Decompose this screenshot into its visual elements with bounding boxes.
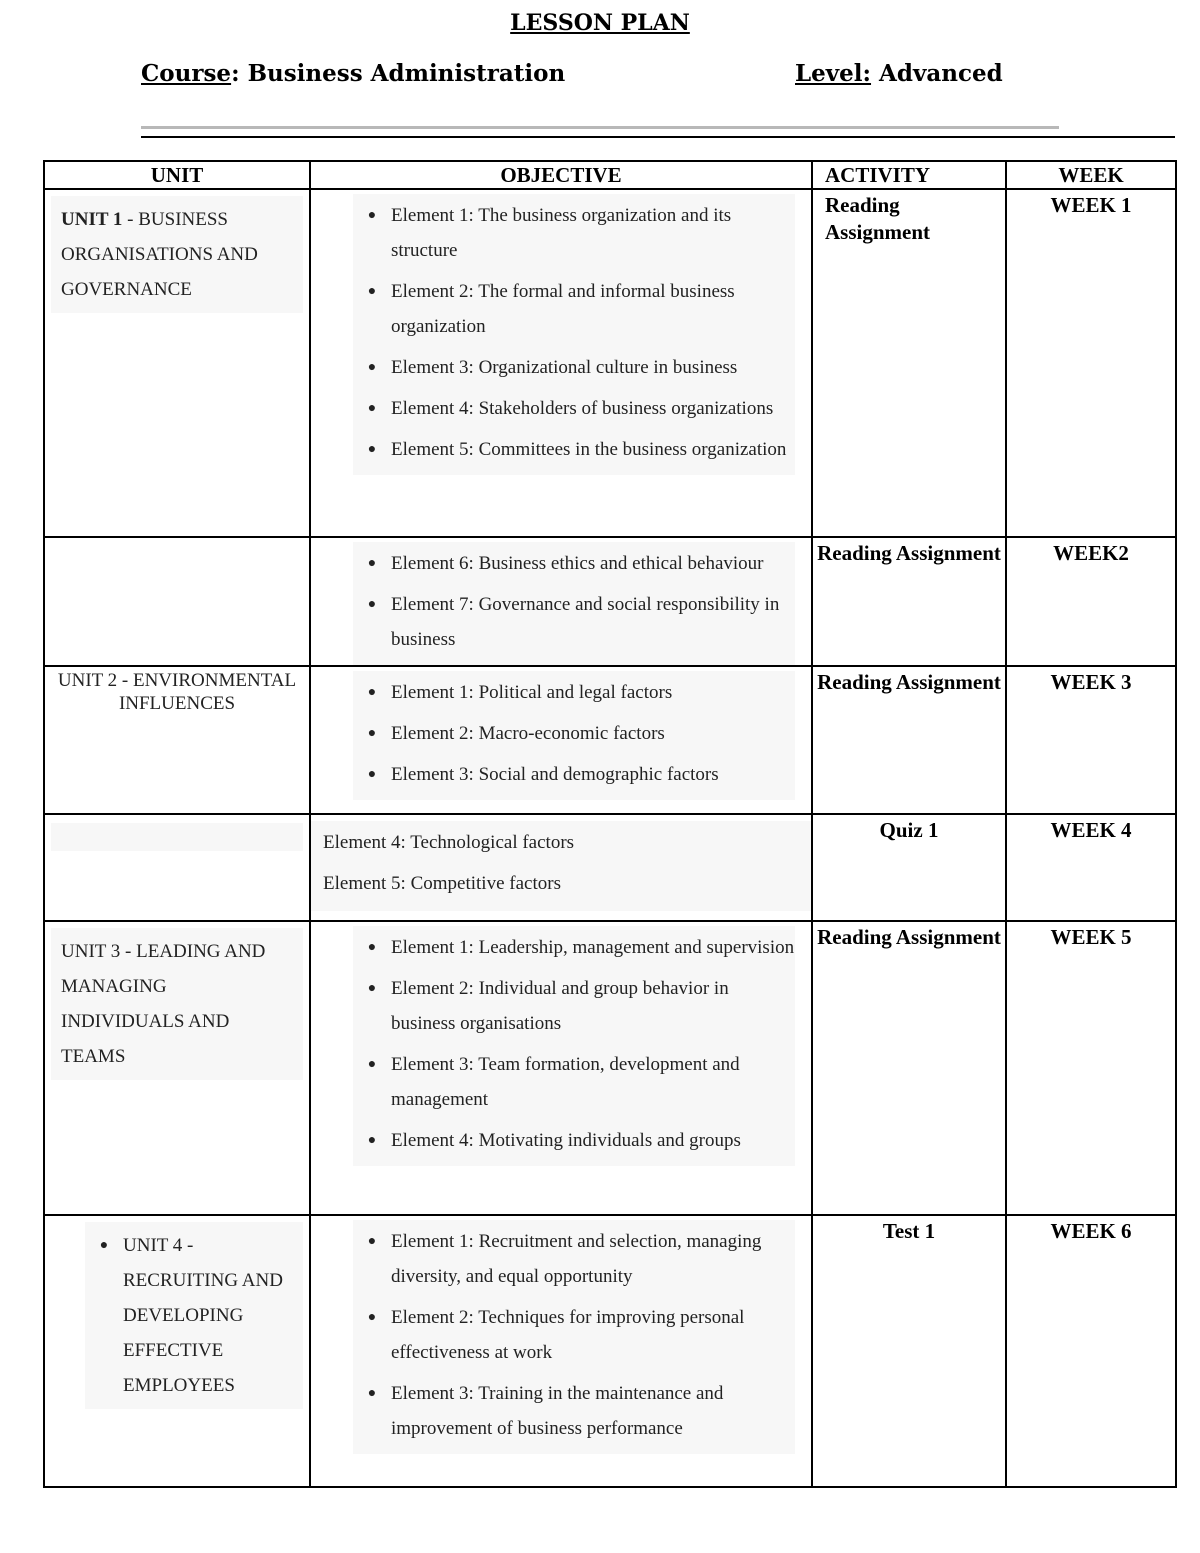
list-item: ● Element 2: Macro-economic factors bbox=[367, 723, 665, 744]
list-item: ● Element 7: Governance and social responsibility in business bbox=[367, 594, 780, 650]
table-row bbox=[44, 666, 1176, 814]
unit-title bbox=[85, 1222, 303, 1409]
unit-cell bbox=[44, 189, 310, 537]
page-title: LESSON PLAN bbox=[510, 10, 690, 36]
list-item: Element 4: Technological factors bbox=[323, 832, 575, 853]
list-item: ● Element 3: Training in the maintenance and improvement of business performance bbox=[367, 1383, 724, 1439]
week-cell: WEEK 1 bbox=[1006, 189, 1176, 537]
list-item: ● Element 1: Political and legal factors bbox=[367, 682, 673, 703]
list-item: ● Element 1: Recruitment and selection, managing diversity, and equal opportunity bbox=[367, 1231, 762, 1287]
unit-title: UNIT 1 - BUSINESS ORGANISATIONS AND GOVERNANCE bbox=[51, 196, 303, 313]
objective-cell bbox=[310, 921, 812, 1215]
table-row bbox=[44, 537, 1176, 666]
table-row bbox=[44, 1215, 1176, 1487]
list-item: ● UNIT 4 - RECRUITING AND DEVELOPING EFFECTIVE EMPLOYEES bbox=[99, 1235, 283, 1396]
unit-title: UNIT 3 - LEADING AND MANAGING INDIVIDUALS AND TEAMS bbox=[51, 928, 303, 1080]
activity-cell: Reading Assignment bbox=[812, 666, 1006, 814]
column-header-activity: ACTIVITY bbox=[812, 161, 1006, 189]
list-item: ● Element 5: Committees in the business organization bbox=[367, 439, 787, 460]
activity-cell: Reading Assignment bbox=[812, 921, 1006, 1215]
objective-list bbox=[353, 1220, 795, 1454]
table-row bbox=[44, 189, 1176, 537]
unit-cell bbox=[44, 814, 310, 921]
activity-cell: Test 1 bbox=[812, 1215, 1006, 1487]
list-item: ● Element 1: Leadership, management and supervision bbox=[367, 937, 795, 958]
course-value: : Business Administration bbox=[231, 60, 566, 87]
divider-gray bbox=[141, 126, 1059, 129]
objective-list bbox=[353, 194, 795, 475]
unit-shade bbox=[51, 823, 303, 851]
level-field bbox=[795, 60, 1003, 87]
table-header-row bbox=[44, 161, 1176, 189]
week-cell: WEEK 5 bbox=[1006, 921, 1176, 1215]
unit-cell bbox=[44, 921, 310, 1215]
objective-list bbox=[311, 821, 811, 911]
column-header-unit: UNIT bbox=[44, 161, 310, 189]
activity-cell: Reading Assignment bbox=[812, 189, 1006, 537]
list-item: Element 5: Competitive factors bbox=[323, 873, 561, 894]
list-item: ● Element 3: Social and demographic factors bbox=[367, 764, 719, 785]
week-cell: WEEK 6 bbox=[1006, 1215, 1176, 1487]
level-label: Level: bbox=[795, 60, 872, 87]
week-cell: WEEK2 bbox=[1006, 537, 1176, 666]
list-item: ● Element 2: The formal and informal business organization bbox=[367, 281, 735, 337]
unit-cell bbox=[44, 537, 310, 666]
objective-cell bbox=[310, 1215, 812, 1487]
column-header-objective: OBJECTIVE bbox=[310, 161, 812, 189]
list-item: ● Element 3: Organizational culture in business bbox=[367, 357, 738, 378]
course-line bbox=[141, 60, 1181, 87]
week-cell: WEEK 4 bbox=[1006, 814, 1176, 921]
list-item: ● Element 3: Team formation, development and management bbox=[367, 1054, 740, 1110]
week-cell: WEEK 3 bbox=[1006, 666, 1176, 814]
course-label: Course bbox=[141, 60, 232, 87]
objective-cell bbox=[310, 814, 812, 921]
activity-cell: Quiz 1 bbox=[812, 814, 1006, 921]
list-item: ● Element 4: Motivating individuals and groups bbox=[367, 1130, 741, 1151]
table-row bbox=[44, 921, 1176, 1215]
table-row bbox=[44, 814, 1176, 921]
divider-black bbox=[141, 136, 1175, 138]
activity-cell: Reading Assignment bbox=[812, 537, 1006, 666]
objective-list bbox=[353, 671, 795, 800]
list-item: ● Element 1: The business organization and its structure bbox=[367, 205, 732, 261]
list-item: ● Element 6: Business ethics and ethical behaviour bbox=[367, 553, 764, 574]
lesson-plan-table bbox=[43, 160, 1177, 1488]
objective-cell bbox=[310, 189, 812, 537]
list-item: ● Element 2: Individual and group behavior in business organisations bbox=[367, 978, 729, 1034]
list-item: ● Element 4: Stakeholders of business organizations bbox=[367, 398, 774, 419]
column-header-week: WEEK bbox=[1006, 161, 1176, 189]
objective-list bbox=[353, 926, 795, 1166]
list-item: ● Element 2: Techniques for improving personal effectiveness at work bbox=[367, 1307, 745, 1363]
unit-cell bbox=[44, 1215, 310, 1487]
objective-list bbox=[353, 542, 795, 665]
level-value: Advanced bbox=[871, 60, 1003, 87]
objective-cell bbox=[310, 537, 812, 666]
unit-cell: UNIT 2 - ENVIRONMENTAL INFLUENCES bbox=[44, 666, 310, 814]
objective-cell bbox=[310, 666, 812, 814]
